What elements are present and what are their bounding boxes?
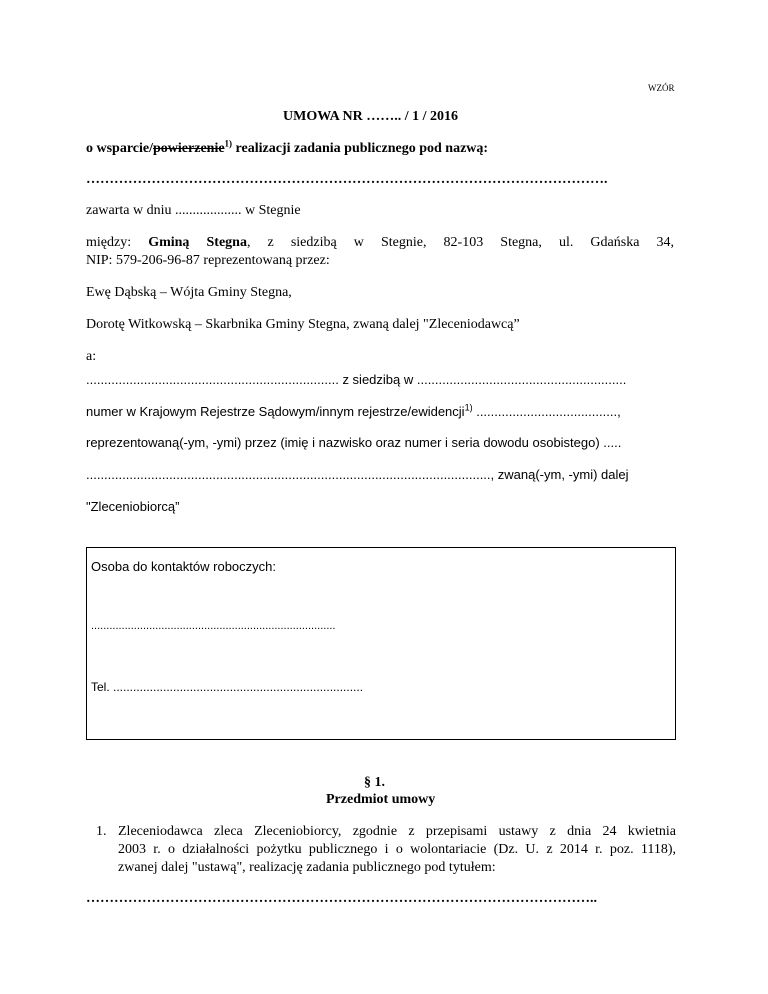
template-marker: WZÓR	[648, 83, 675, 93]
footnote-ref: 1)	[224, 138, 233, 149]
and-label: a:	[86, 349, 97, 364]
contact-name-dots: ................................................................................	[91, 620, 336, 632]
between-label: między:	[86, 235, 149, 250]
registry-number-line	[86, 404, 621, 419]
section-1-number: § 1.	[364, 775, 385, 790]
principal-address: , z siedzibą w Stegnie, 82-103 Stegna, ul. Gdańska 34,	[246, 235, 674, 250]
clause-1-line-3: zwanej dalej "ustawą", realizację zadania publicznego pod tytułem:	[118, 860, 496, 875]
registry-label: numer w Krajowym Rejestrze Sądowym/innym rejestrze/ewidencji	[86, 404, 465, 419]
contractor-seat-line: ...................................................................... z siedzibą w ..........................................................	[86, 372, 627, 387]
subject-rest: realizacji zadania publicznego pod nazwą:	[232, 141, 489, 156]
section-1-title: Przedmiot umowy	[326, 792, 436, 807]
contact-phone-line: Tel. ...........................................................................	[91, 680, 364, 694]
contract-title: UMOWA NR …….. / 1 / 2016	[283, 109, 458, 124]
contact-person-label: Osoba do kontaktów roboczych:	[91, 559, 276, 574]
concluded-date-line: zawarta w dniu ................... w Stegnie	[86, 203, 301, 218]
nip-line: NIP: 579-206-96-87 reprezentowaną przez:	[86, 253, 330, 268]
representative-2: Dorotę Witkowską – Skarbnika Gminy Stegna, zwaną dalej "Zleceniodawcą”	[86, 317, 520, 332]
clause-1-line-1: Zleceniodawca zleca Zleceniobiorcy, zgodnie z przepisami ustawy z dnia 24 kwietnia	[118, 824, 676, 839]
represented-by-line: reprezentowaną(-ym, -ymi) przez (imię i nazwisko oraz numer i seria dowodu osobistego) .....	[86, 435, 622, 450]
task-title-dots: ………………………………………………………………………………………………..	[86, 891, 597, 906]
subject-struck-option: powierzenie	[153, 141, 225, 156]
parties-line	[86, 235, 674, 251]
contract-subject-line	[86, 138, 489, 157]
clause-1-line-2: 2003 r. o działalności pożytku publicznego i o wolontariacie (Dz. U. z 2014 r. poz. 1118),	[118, 842, 676, 857]
called-hereinafter-line: ................................................................................................................, zwaną(-ym, -ymi) dalej	[86, 467, 629, 482]
subject-support: o wsparcie/	[86, 141, 154, 156]
registry-dots: .......................................,	[472, 404, 621, 419]
contractor-label: "Zleceniobiorcą”	[86, 499, 180, 514]
footnote-ref-2: 1)	[464, 402, 473, 413]
principal-name: Gminą Stegna	[148, 235, 247, 250]
representative-1: Ewę Dąbską – Wójta Gminy Stegna,	[86, 285, 292, 300]
contact-person-box	[86, 547, 676, 740]
clause-1-number: 1.	[96, 824, 107, 839]
task-name-dots: ………………………………………………………………………………………………….	[86, 172, 608, 187]
